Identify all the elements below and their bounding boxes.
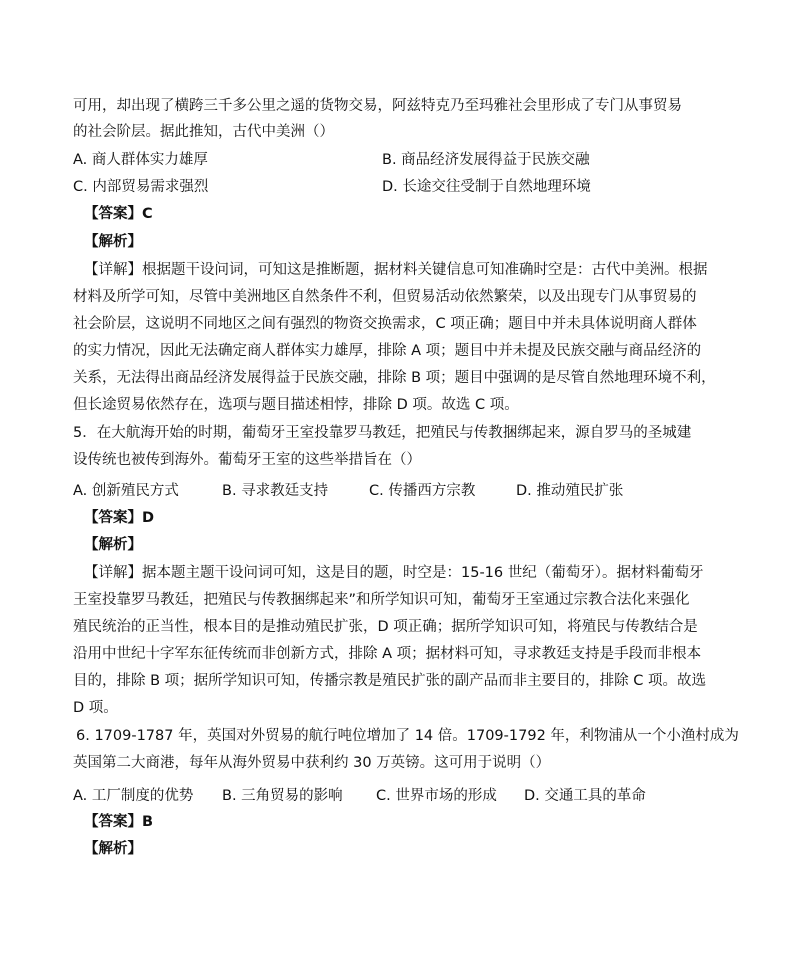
q4-detail-line-6: 但长途贸易依然存在，选项与题目描述相悖，排除 D 项。故选 C 项。 bbox=[73, 397, 519, 413]
q4-option-a: A. 商人群体实力雄厚 bbox=[73, 152, 208, 168]
q6-option-c: C. 世界市场的形成 bbox=[376, 788, 497, 804]
q4-detail-line-4: 的实力情况，因此无法确定商人群体实力雄厚，排除 A 项；题目中并未提及民族交融与商品经济的 bbox=[73, 343, 702, 359]
q6-analysis-heading: 【解析】 bbox=[84, 841, 142, 857]
q4-detail-line-1: 【详解】根据题干设问词，可知这是推断题，据材料关键信息可知准确时空是：古代中美洲。根据 bbox=[84, 262, 708, 278]
q5-detail-line-5: 目的，排除 B 项；据所学知识可知，传播宗教是殖民扩张的副产品而非主要目的，排除 C 项。故选 bbox=[73, 673, 707, 689]
q6-answer: 【答案】B bbox=[84, 814, 154, 830]
q4-detail-line-3: 社会阶层，这说明不同地区之间有强烈的物资交换需求，C 项正确；题目中并未具体说明商人群体 bbox=[73, 316, 697, 332]
q4-stem-line-1: 可用，却出现了横跨三千多公里之遥的货物交易，阿兹特克乃至玛雅社会里形成了专门从事贸易 bbox=[73, 98, 682, 114]
q6-stem-line-2: 英国第二大商港，每年从海外贸易中获利约 30 万英镑。这可用于说明（） bbox=[73, 755, 551, 771]
q5-detail-line-1: 【详解】据本题主题干设问词可知，这是目的题，时空是：15-16 世纪（葡萄牙）。据材料葡萄牙 bbox=[84, 565, 704, 581]
q5-detail-line-3: 殖民统治的正当性，根本目的是推动殖民扩张，D 项正确；据所学知识可知，将殖民与传教结合是 bbox=[73, 619, 698, 635]
q5-option-a: A. 创新殖民方式 bbox=[73, 483, 179, 499]
q5-detail-line-2: 王室投靠罗马教廷，把殖民与传教捆绑起来”和所学知识可知，葡萄牙王室通过宗教合法化来强化 bbox=[73, 592, 690, 608]
q5-analysis-heading: 【解析】 bbox=[84, 537, 142, 553]
q5-option-b: B. 寻求教廷支持 bbox=[222, 483, 329, 499]
q6-option-d: D. 交通工具的革命 bbox=[524, 788, 646, 804]
q5-answer: 【答案】D bbox=[84, 510, 155, 526]
q5-detail-line-4: 沿用中世纪十字军东征传统而非创新方式，排除 A 项；据材料可知，寻求教廷支持是手段而非根本 bbox=[73, 646, 702, 662]
q4-answer: 【答案】C bbox=[84, 206, 153, 222]
q5-stem-line-2: 设传统也被传到海外。葡萄牙王室的这些举措旨在（） bbox=[73, 452, 421, 468]
q5-option-d: D. 推动殖民扩张 bbox=[516, 483, 624, 499]
q6-option-b: B. 三角贸易的影响 bbox=[222, 788, 343, 804]
q6-stem-line-1: 6. 1709-1787 年，英国对外贸易的航行吨位增加了 14 倍。1709-1792 年，利物浦从一个小渔村成为 bbox=[76, 728, 739, 744]
q5-option-c: C. 传播西方宗教 bbox=[369, 483, 476, 499]
q4-detail-line-2: 材料及所学可知，尽管中美洲地区自然条件不利，但贸易活动依然繁荣，以及出现专门从事贸易的 bbox=[73, 289, 697, 305]
q4-stem-line-2: 的社会阶层。据此推知，古代中美洲（） bbox=[73, 124, 334, 140]
q4-detail-line-5: 关系，无法得出商品经济发展得益于民族交融，排除 B 项；题目中强调的是尽管自然地理环境不利， bbox=[73, 370, 716, 386]
q4-option-b: B. 商品经济发展得益于民族交融 bbox=[382, 152, 590, 168]
q4-option-c: C. 内部贸易需求强烈 bbox=[73, 179, 209, 195]
q4-option-d: D. 长途交往受制于自然地理环境 bbox=[382, 179, 591, 195]
q5-detail-line-6: D 项。 bbox=[73, 700, 118, 716]
q6-option-a: A. 工厂制度的优势 bbox=[73, 788, 194, 804]
q5-stem-line-1: 5．在大航海开始的时期，葡萄牙王室投靠罗马教廷，把殖民与传教捆绑起来，源自罗马的圣城建 bbox=[73, 425, 692, 441]
q4-analysis-heading: 【解析】 bbox=[84, 234, 142, 250]
